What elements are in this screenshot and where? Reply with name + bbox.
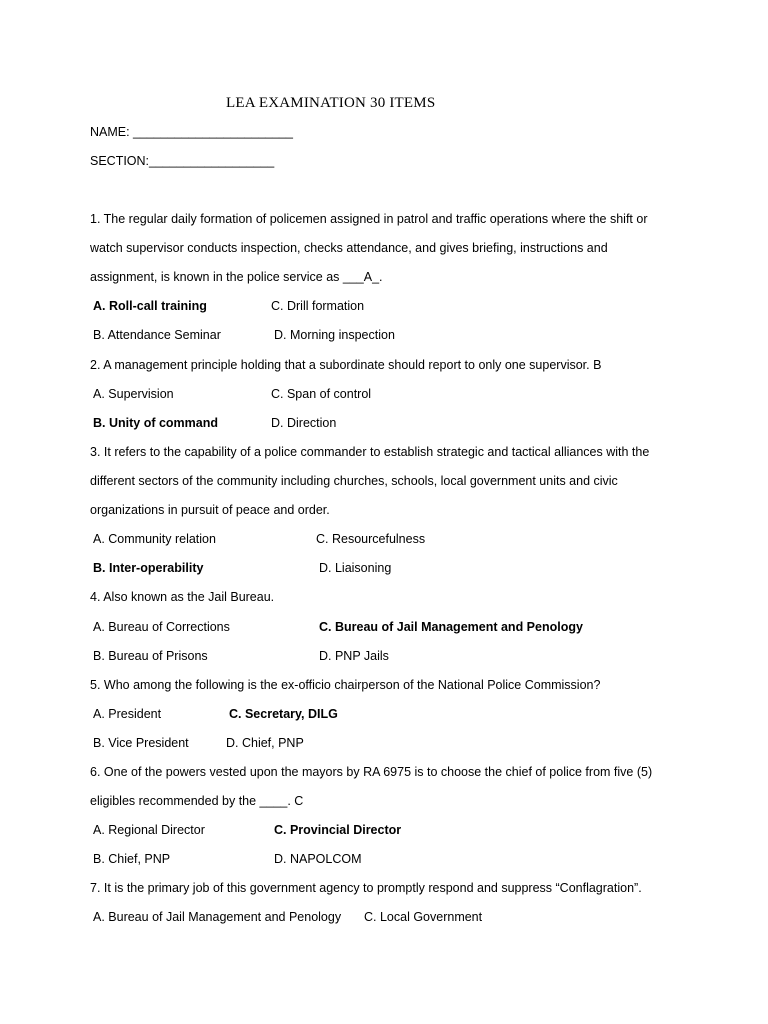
question-text-line: eligibles recommended by the ____. C xyxy=(90,794,304,808)
question-text-line: A. President xyxy=(93,707,162,721)
question-text-line: D. NAPOLCOM xyxy=(274,852,362,866)
question-text-line: C. Drill formation xyxy=(271,299,365,313)
name-field-line: NAME: _______________________ xyxy=(90,125,293,139)
question-text-line: organizations in pursuit of peace and order. xyxy=(90,503,330,517)
question-text-line: B. Unity of command xyxy=(93,416,219,430)
question-text-line: A. Bureau of Corrections xyxy=(93,620,230,634)
question-text-line: watch supervisor conducts inspection, checks attendance, and gives briefing, instructions and xyxy=(90,241,608,255)
question-text-line: D. Direction xyxy=(271,416,337,430)
question-text-line: 4. Also known as the Jail Bureau. xyxy=(90,590,275,604)
question-text-line: assignment, is known in the police service as ___A_. xyxy=(90,270,383,284)
question-text-line: 5. Who among the following is the ex-officio chairperson of the National Police Commission? xyxy=(90,678,601,692)
question-text-line: C. Provincial Director xyxy=(274,823,402,837)
question-text-line: B. Attendance Seminar xyxy=(93,328,221,342)
question-text-line: 2. A management principle holding that a subordinate should report to only one supervisor. B xyxy=(90,358,602,372)
question-text-line: B. Vice President xyxy=(93,736,189,750)
question-text-line: 6. One of the powers vested upon the mayors by RA 6975 is to choose the chief of police from five (5) xyxy=(90,765,653,779)
question-text-line: 7. It is the primary job of this government agency to promptly respond and suppress “Conflagration”. xyxy=(90,881,642,895)
question-text-line: A. Bureau of Jail Management and Penology xyxy=(93,910,342,924)
question-text-line: D. Chief, PNP xyxy=(226,736,304,750)
question-text-line: 3. It refers to the capability of a police commander to establish strategic and tactical alliances with the xyxy=(90,445,650,459)
section-field-line: SECTION:__________________ xyxy=(90,154,275,168)
question-text-line: C. Resourcefulness xyxy=(316,532,426,546)
question-text-line: A. Roll-call training xyxy=(93,299,207,313)
question-text-line: A. Community relation xyxy=(93,532,216,546)
question-text-line: C. Local Government xyxy=(364,910,483,924)
question-text-line: D. PNP Jails xyxy=(319,649,389,663)
question-text-line: different sectors of the community including churches, schools, local government units and civic xyxy=(90,474,618,488)
question-text-line: B. Chief, PNP xyxy=(93,852,171,866)
question-text-line: A. Regional Director xyxy=(93,823,205,837)
question-text-line: B. Inter-operability xyxy=(93,561,204,575)
question-text-line: C. Bureau of Jail Management and Penology xyxy=(319,620,583,634)
question-text-line: 1. The regular daily formation of policemen assigned in patrol and traffic operations where the shift or xyxy=(90,212,648,226)
question-text-line: A. Supervision xyxy=(93,387,174,401)
question-text-line: C. Span of control xyxy=(271,387,372,401)
exam-title: LEA EXAMINATION 30 ITEMS xyxy=(226,95,436,111)
question-text-line: D. Morning inspection xyxy=(274,328,395,342)
question-text-line: D. Liaisoning xyxy=(319,561,392,575)
question-text-line: C. Secretary, DILG xyxy=(229,707,338,721)
question-text-line: B. Bureau of Prisons xyxy=(93,649,208,663)
